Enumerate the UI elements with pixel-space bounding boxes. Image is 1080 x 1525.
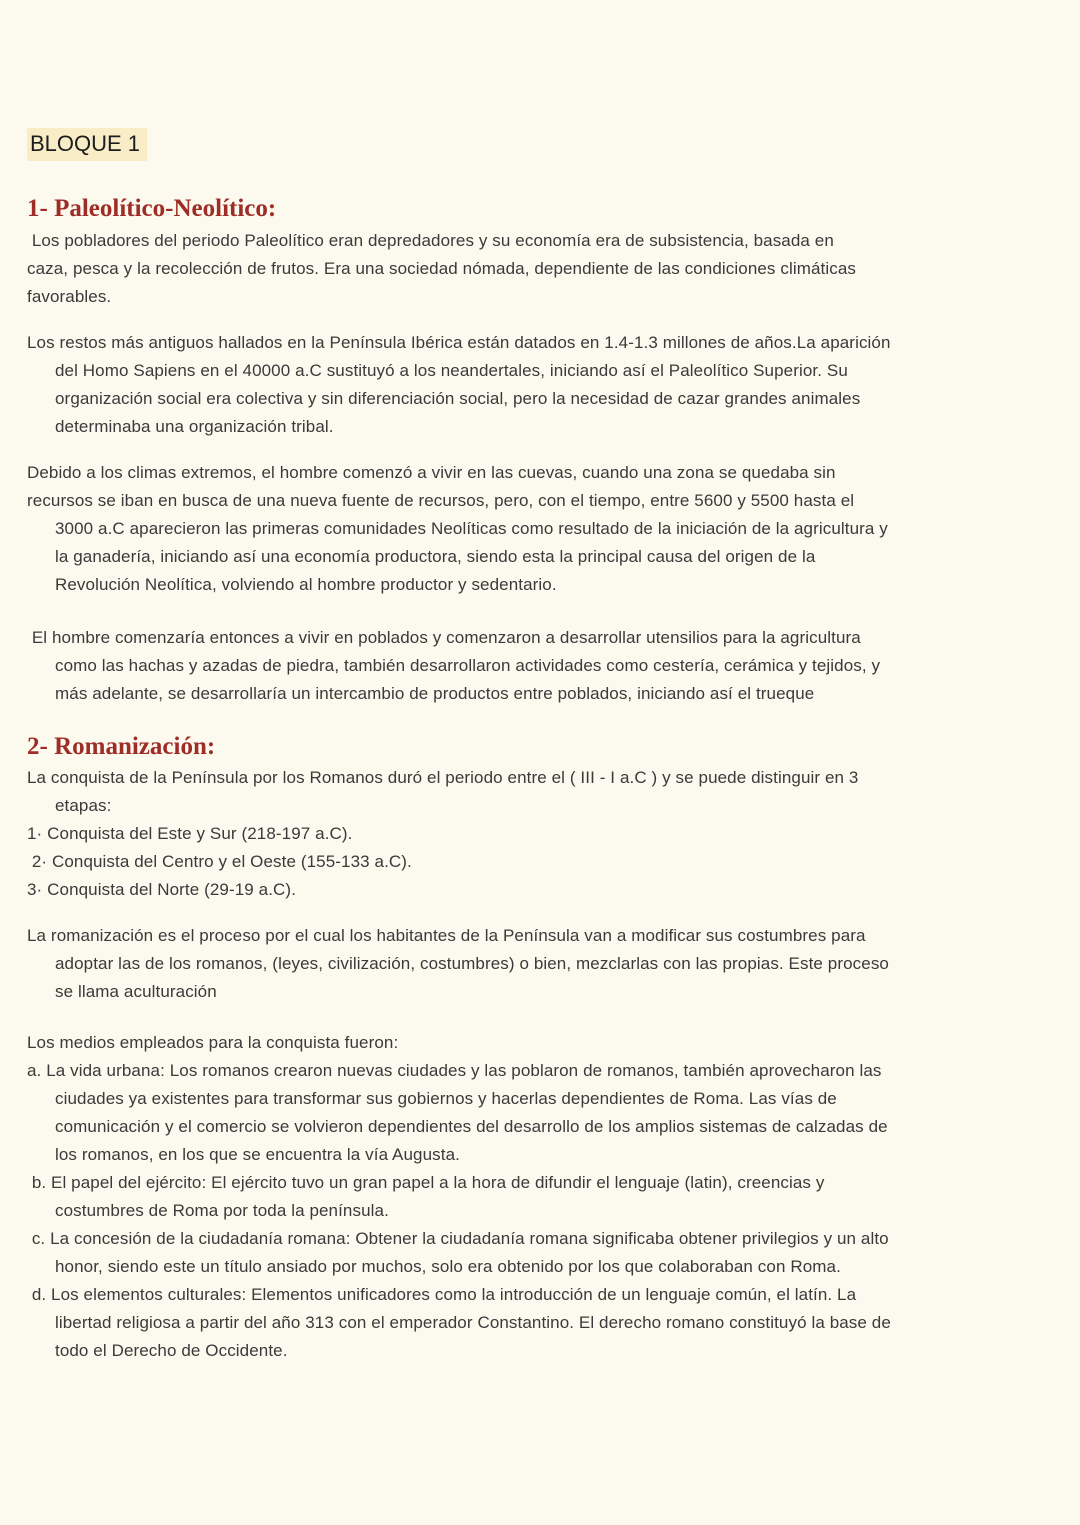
text-line: favorables.	[27, 287, 112, 306]
text-line: Debido a los climas extremos, el hombre comenzó a vivir en las cuevas, cuando una zona se quedaba sin	[27, 463, 836, 482]
paragraph-medios-conquista	[27, 1029, 1060, 1365]
text-line: 3000 a.C aparecieron las primeras comunidades Neolíticas como resultado de la iniciación de la agricultura y	[55, 519, 888, 538]
section-badge: BLOQUE 1	[27, 128, 147, 161]
text-line: comunicación y el comercio se volvieron dependientes del desarrollo de los amplios sistemas de calzadas de	[55, 1117, 888, 1136]
text-line: se llama aculturación	[55, 982, 217, 1001]
text-line: costumbres de Roma por toda la península.	[55, 1201, 389, 1220]
text-line: más adelante, se desarrollaría un intercambio de productos entre poblados, iniciando así el trueque	[55, 684, 815, 703]
section-heading-romanizacion: 2- Romanización:	[27, 733, 216, 760]
paragraph-pobladores	[27, 227, 1060, 311]
text-line: ciudades ya existentes para transformar sus gobiernos y hacerlas dependientes de Roma. Las vías de	[55, 1089, 837, 1108]
text-line: como las hachas y azadas de piedra, también desarrollaron actividades como cestería, cerámica y tejidos, y	[55, 656, 881, 675]
text-line: c. La concesión de la ciudadanía romana: Obtener la ciudadanía romana significaba obtener privilegios y un alto	[27, 1229, 889, 1248]
text-line: La romanización es el proceso por el cual los habitantes de la Península van a modificar sus costumbres para	[27, 926, 866, 945]
text-line: honor, siendo este un título ansiado por muchos, solo era obtenido por los que colaboraban con Roma.	[55, 1257, 841, 1276]
paragraph-restos-antiguos	[27, 329, 1060, 441]
text-line: El hombre comenzaría entonces a vivir en poblados y comenzaron a desarrollar utensilios para la agricultura	[27, 628, 861, 647]
text-line: recursos se iban en busca de una nueva fuente de recursos, pero, con el tiempo, entre 5600 y 5500 hasta el	[27, 491, 855, 510]
text-line: Los restos más antiguos hallados en la Península Ibérica están datados en 1.4-1.3 millones de años.La aparición	[27, 333, 891, 352]
text-line: Los pobladores del periodo Paleolítico eran depredadores y su economía era de subsistencia, basada en	[27, 231, 834, 250]
text-line: del Homo Sapiens en el 40000 a.C sustituyó a los neandertales, iniciando así el Paleolítico Superior. Su	[55, 361, 848, 380]
text-line: determinaba una organización tribal.	[55, 417, 334, 436]
text-line: 1· Conquista del Este y Sur (218-197 a.C).	[27, 824, 353, 843]
text-line: b. El papel del ejército: El ejército tuvo un gran papel a la hora de difundir el lenguaje (latin), creencias y	[27, 1173, 825, 1192]
text-line: La conquista de la Península por los Romanos duró el periodo entre el ( III - I a.C ) y se puede distinguir en 3	[27, 768, 859, 787]
text-line: los romanos, en los que se encuentra la vía Augusta.	[55, 1145, 460, 1164]
text-line: a. La vida urbana: Los romanos crearon nuevas ciudades y las poblaron de romanos, también aprovecharon las	[27, 1061, 882, 1080]
text-line: Revolución Neolítica, volviendo al hombre productor y sedentario.	[55, 575, 557, 594]
paragraph-poblados	[27, 624, 1060, 708]
paragraph-climas-extremos	[27, 459, 1060, 599]
text-line: 2· Conquista del Centro y el Oeste (155-133 a.C).	[27, 852, 412, 871]
text-line: d. Los elementos culturales: Elementos unificadores como la introducción de un lenguaje común, el latín. La	[27, 1285, 857, 1304]
paragraph-conquista-etapas	[27, 764, 1060, 904]
text-line: organización social era colectiva y sin diferenciación social, pero la necesidad de cazar grandes animales	[55, 389, 861, 408]
text-line: Los medios empleados para la conquista fueron:	[27, 1033, 399, 1052]
text-line: libertad religiosa a partir del año 313 con el emperador Constantino. El derecho romano constituyó la base de	[55, 1313, 891, 1332]
text-line: todo el Derecho de Occidente.	[55, 1341, 288, 1360]
text-line: 3· Conquista del Norte (29-19 a.C).	[27, 880, 297, 899]
paragraph-aculturacion	[27, 922, 1060, 1006]
text-line: la ganadería, iniciando así una economía productora, siendo esta la principal causa del origen de la	[55, 547, 816, 566]
text-line: caza, pesca y la recolección de frutos. Era una sociedad nómada, dependiente de las condiciones climáticas	[27, 259, 856, 278]
text-line: adoptar las de los romanos, (leyes, civilización, costumbres) o bien, mezclarlas con las propias. Este proceso	[55, 954, 889, 973]
text-line: etapas:	[55, 796, 112, 815]
section-heading-paleolitico: 1- Paleolítico-Neolítico:	[27, 195, 277, 222]
